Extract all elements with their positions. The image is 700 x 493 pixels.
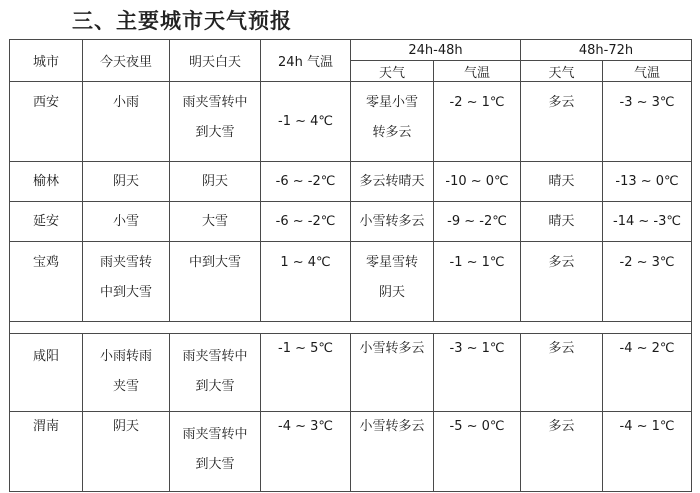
weather48-cell: 多云转晴天 (351, 162, 434, 202)
weather72-cell: 多云 (521, 334, 603, 412)
weather48-cell: 零星小雪转多云 (351, 82, 434, 162)
weather-forecast-table (9, 39, 692, 492)
table-row (10, 82, 692, 162)
table-row (10, 242, 692, 322)
city-cell: 渭南 (10, 412, 83, 492)
temp48-cell: -2 ~ 1℃ (434, 82, 521, 162)
tomorrow-cell: 中到大雪 (170, 242, 261, 322)
temp72-cell: -4 ~ 1℃ (603, 412, 692, 492)
tonight-cell: 小雨转雨夹雪 (83, 334, 170, 412)
header-city: 城市 (10, 40, 83, 82)
temp72-cell: -3 ~ 3℃ (603, 82, 692, 162)
header-tomorrow-day: 明天白天 (170, 40, 261, 82)
temp24-cell: -6 ~ -2℃ (261, 202, 351, 242)
temp24-cell: -1 ~ 5℃ (261, 334, 351, 412)
tonight-cell: 小雪 (83, 202, 170, 242)
tomorrow-cell: 阴天 (170, 162, 261, 202)
tonight-cell: 阴天 (83, 412, 170, 492)
table-header-row (10, 40, 692, 61)
temp24-cell: -6 ~ -2℃ (261, 162, 351, 202)
temp48-cell: -5 ~ 0℃ (434, 412, 521, 492)
table-row (10, 412, 692, 492)
city-cell: 延安 (10, 202, 83, 242)
temp48-cell: -10 ~ 0℃ (434, 162, 521, 202)
table-row (10, 334, 692, 412)
header-temp-24h: 24h 气温 (261, 40, 351, 82)
temp72-cell: -2 ~ 3℃ (603, 242, 692, 322)
city-cell: 咸阳 (10, 334, 83, 412)
city-cell: 宝鸡 (10, 242, 83, 322)
city-cell: 榆林 (10, 162, 83, 202)
header-period-48-72: 48h-72h (521, 40, 692, 61)
weather48-cell: 零星雪转阴天 (351, 242, 434, 322)
header-period-24-48: 24h-48h (351, 40, 521, 61)
weather72-cell: 多云 (521, 82, 603, 162)
tomorrow-cell: 雨夹雪转中到大雪 (170, 334, 261, 412)
temp72-cell: -4 ~ 2℃ (603, 334, 692, 412)
tomorrow-cell: 雨夹雪转中到大雪 (170, 82, 261, 162)
weather72-cell: 多云 (521, 242, 603, 322)
temp24-cell: 1 ~ 4℃ (261, 242, 351, 322)
weather72-cell: 晴天 (521, 202, 603, 242)
temp24-cell: -4 ~ 3℃ (261, 412, 351, 492)
tonight-cell: 阴天 (83, 162, 170, 202)
weather72-cell: 晴天 (521, 162, 603, 202)
table-gap (10, 322, 692, 334)
tonight-cell: 雨夹雪转中到大雪 (83, 242, 170, 322)
temp72-cell: -13 ~ 0℃ (603, 162, 692, 202)
city-cell: 西安 (10, 82, 83, 162)
header-temp-72: 气温 (603, 61, 692, 82)
temp24-cell: -1 ~ 4℃ (261, 82, 351, 162)
table-row (10, 162, 692, 202)
table-row (10, 202, 692, 242)
page-title: 三、主要城市天气预报 (72, 9, 292, 33)
tonight-cell: 小雨 (83, 82, 170, 162)
tomorrow-cell: 大雪 (170, 202, 261, 242)
header-weather-72: 天气 (521, 61, 603, 82)
header-tonight: 今天夜里 (83, 40, 170, 82)
header-weather-48: 天气 (351, 61, 434, 82)
temp72-cell: -14 ~ -3℃ (603, 202, 692, 242)
table-gap-cell (10, 322, 692, 334)
weather72-cell: 多云 (521, 412, 603, 492)
temp48-cell: -1 ~ 1℃ (434, 242, 521, 322)
weather48-cell: 小雪转多云 (351, 412, 434, 492)
tomorrow-cell: 雨夹雪转中到大雪 (170, 412, 261, 492)
weather48-cell: 小雪转多云 (351, 334, 434, 412)
header-temp-48: 气温 (434, 61, 521, 82)
temp48-cell: -9 ~ -2℃ (434, 202, 521, 242)
weather48-cell: 小雪转多云 (351, 202, 434, 242)
temp48-cell: -3 ~ 1℃ (434, 334, 521, 412)
